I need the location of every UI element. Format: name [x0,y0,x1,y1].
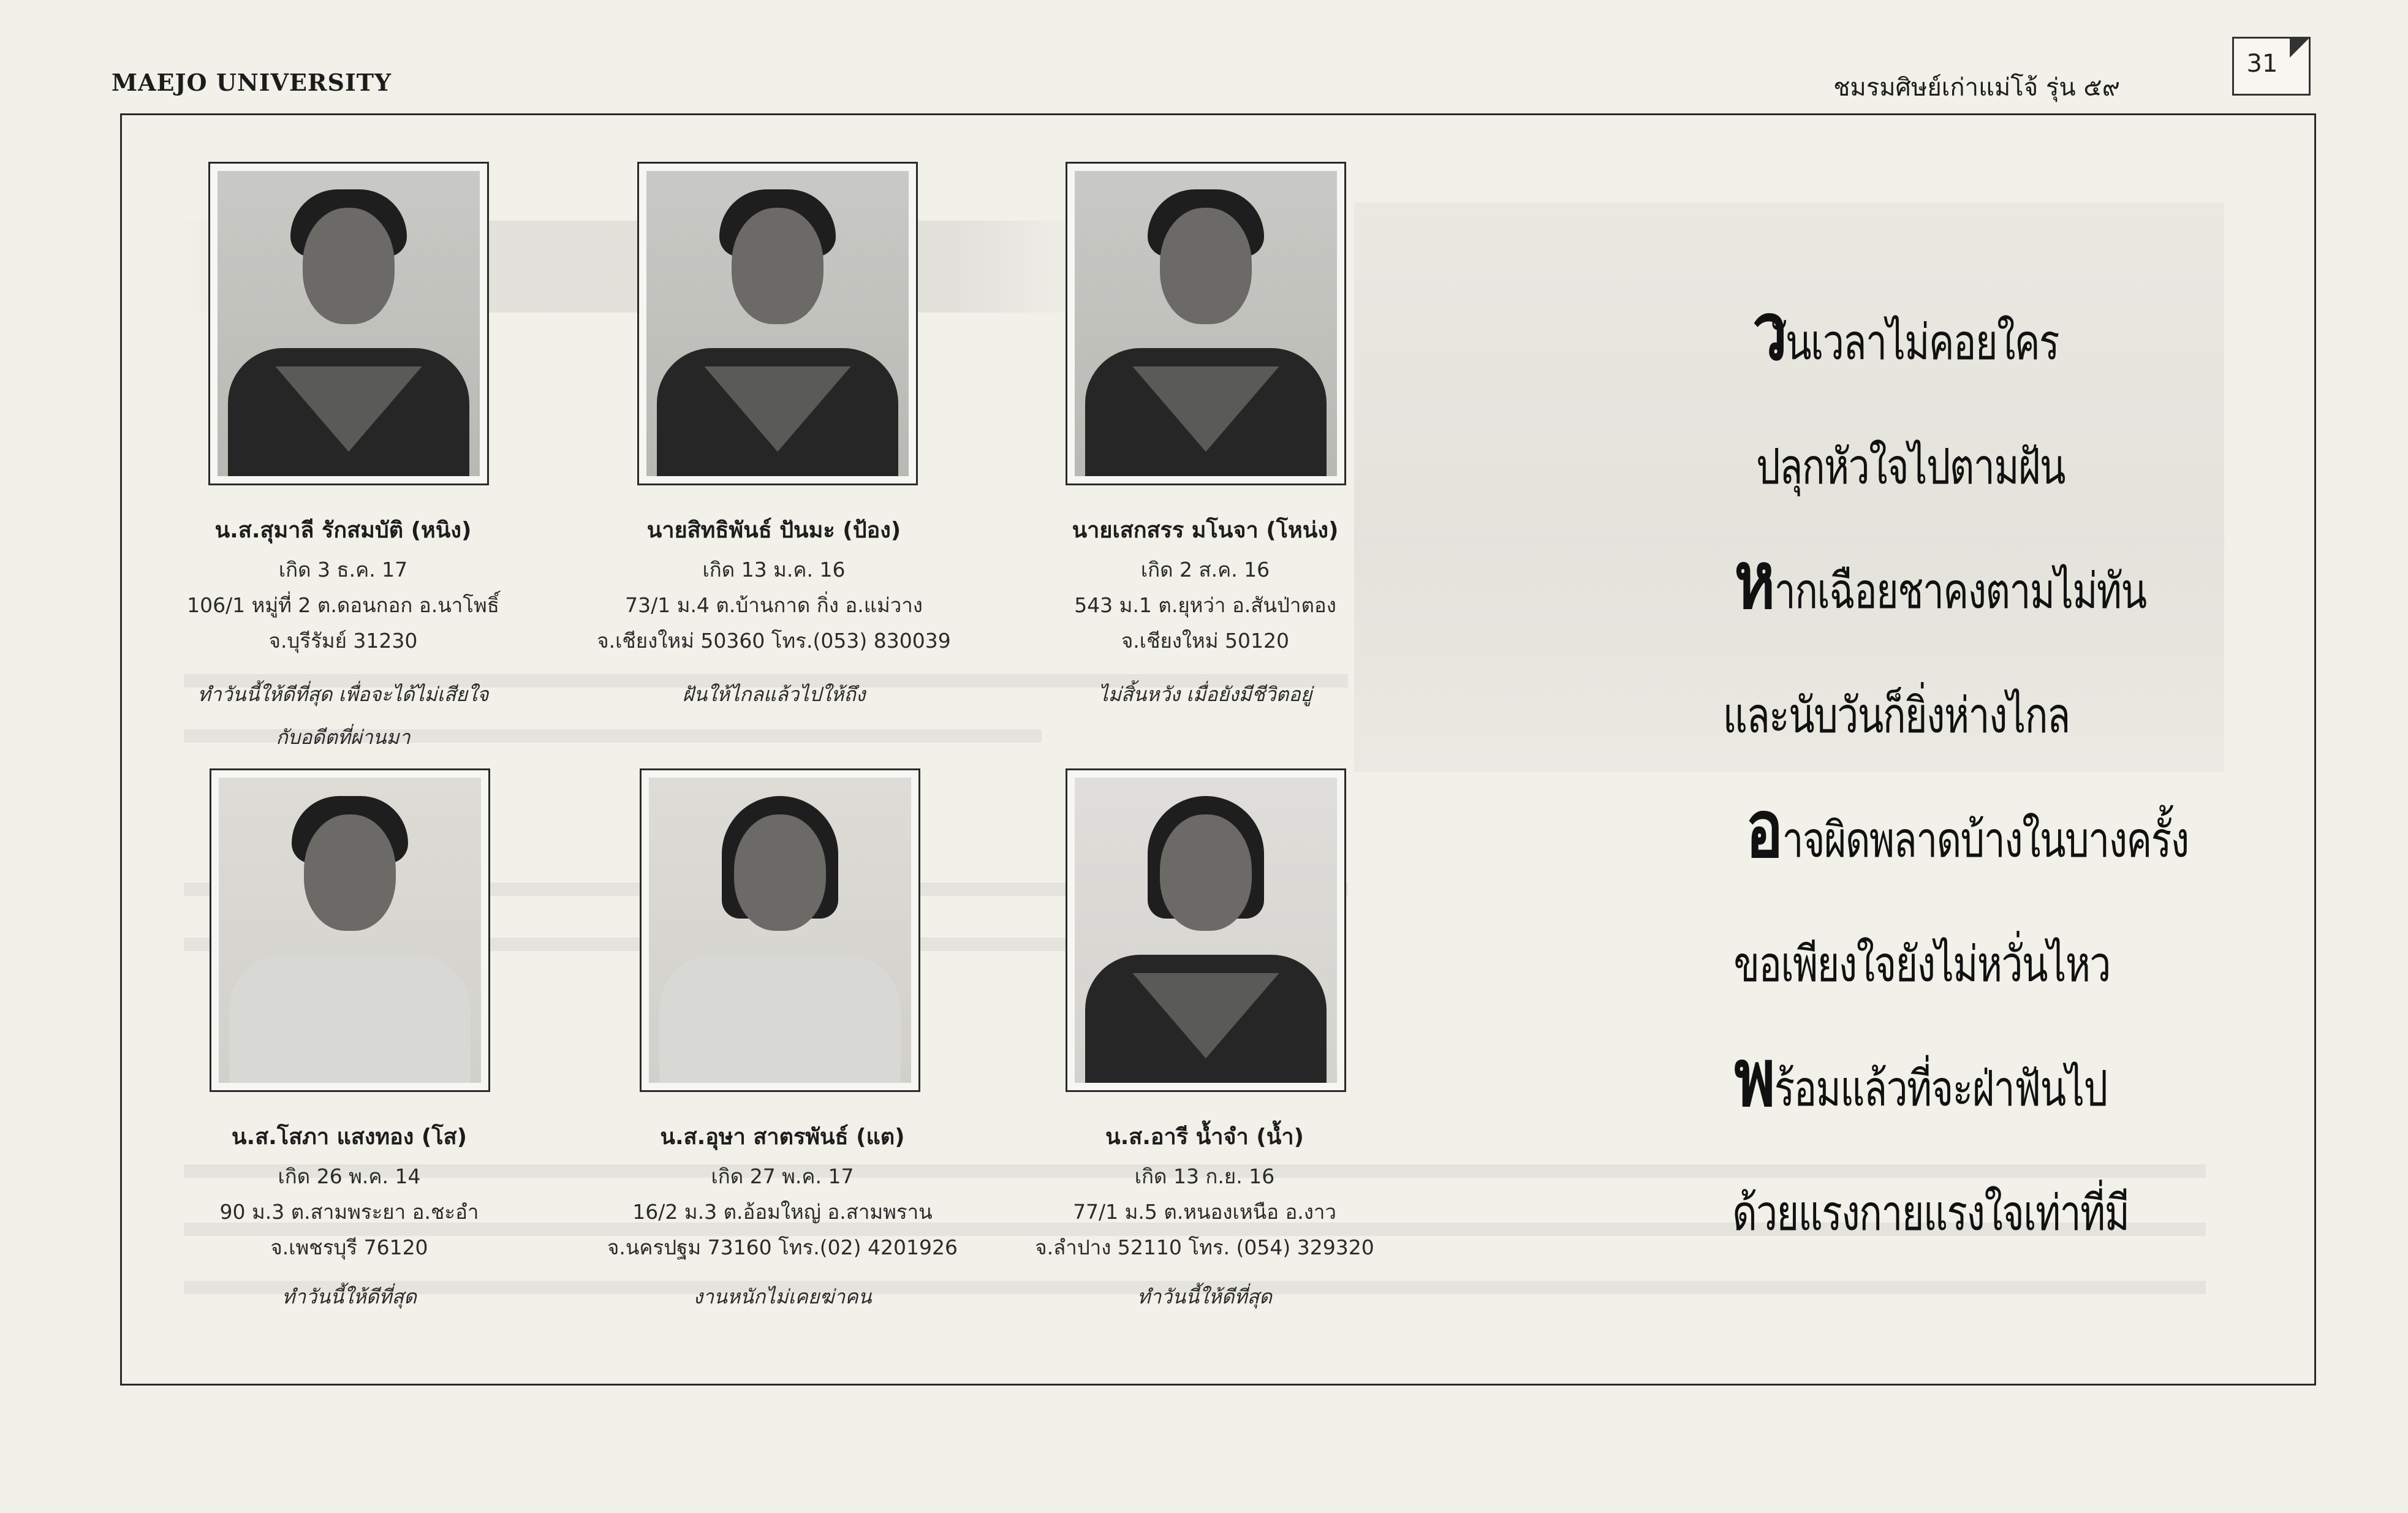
graduate-address-1: 543 ม.1 ต.ยุหว่า อ.สันป่าตอง [1074,593,1336,617]
portrait-photo [637,162,918,485]
graduate-address-2: จ.ลำปาง 52110 โทร. (054) 329320 [1035,1235,1374,1259]
graduate-motto-2: กับอดีตที่ผ่านมา [276,726,411,749]
poem-line: ด้วยแรงกายแรงใจเท่าที่มี [1732,1185,2129,1242]
graduate-name: นายสิทธิพันธ์ ปันมะ (ป้อง) [646,518,901,543]
poem-line: และนับวันก็ยิ่งห่างไกล [1722,687,2070,744]
poem-line: อาจผิดพลาดบ้างในบางครั้ง [1746,783,2189,876]
poem-line: วันเวลาไม่คอยใคร [1752,285,2059,378]
graduate-address-2: จ.เพชรบุรี 76120 [270,1235,428,1259]
portrait-photo [208,162,489,485]
portrait-photo [1066,768,1346,1092]
graduate-motto-1: งานหนักไม่เคยฆ่าคน [693,1285,872,1308]
graduate-motto-1: ทำวันนี้ให้ดีที่สุด [282,1285,417,1308]
poem-line: ปลุกหัวใจไปตามฝัน [1756,438,2065,495]
graduate-birth: เกิด 2 ส.ค. 16 [1140,558,1270,582]
graduate-motto-1: ไม่สิ้นหวัง เมื่อยังมีชีวิตอยู่ [1098,683,1312,706]
graduate-address-2: จ.เชียงใหม่ 50360 โทร.(053) 830039 [597,629,951,653]
graduate-birth: เกิด 3 ธ.ค. 17 [278,558,408,582]
portrait-photo [1066,162,1346,485]
portrait-photo [210,768,490,1092]
graduate-motto-1: ทำวันนี้ให้ดีที่สุด เพื่อจะได้ไม่เสียใจ [197,683,489,706]
page-header-left: MAEJO UNIVERSITY [112,69,392,96]
graduate-address-2: จ.บุรีรัมย์ 31230 [268,629,418,653]
graduate-address-2: จ.นครปฐม 73160 โทร.(02) 4201926 [607,1235,958,1259]
graduate-address-1: 73/1 ม.4 ต.บ้านกาด กิ่ง อ.แม่วาง [625,593,923,617]
graduate-name: น.ส.โสภา แสงทอง (โส) [231,1124,468,1150]
graduate-address-2: จ.เชียงใหม่ 50120 [1121,629,1290,653]
graduate-name: นายเสกสรร มโนจา (โหน่ง) [1072,518,1339,543]
folded-corner-icon [2290,37,2311,58]
poem-line: พร้อมแล้วที่จะฝ่าฟันไป [1734,1031,2107,1124]
graduate-name: น.ส.อารี น้ำจำ (น้ำ) [1105,1124,1304,1150]
poem-block [1630,270,2243,1265]
graduate-motto-1: ฝันให้ไกลแล้วไปให้ถึง [682,683,866,706]
graduate-name: น.ส.อุษา สาตรพันธ์ (แต) [660,1124,905,1150]
graduate-motto-1: ทำวันนี้ให้ดีที่สุด [1137,1285,1272,1308]
poem-line: ขอเพียงใจยังไม่หวั่นไหว [1733,936,2110,993]
graduate-birth: เกิด 27 พ.ค. 17 [711,1164,854,1188]
graduate-address-1: 16/2 ม.3 ต.อ้อมใหญ่ อ.สามพราน [632,1200,933,1224]
graduate-birth: เกิด 13 ม.ค. 16 [702,558,846,582]
graduate-address-1: 77/1 ม.5 ต.หนองเหนือ อ.งาว [1073,1200,1336,1224]
graduate-address-1: 106/1 หมู่ที่ 2 ต.ดอนกอก อ.นาโพธิ์ [187,593,499,617]
page-header-right: ชมรมศิษย์เก่าแม่โจ้ รุ่น ๕๙ [1833,74,2120,102]
graduate-name: น.ส.สุมาลี รักสมบัติ (หนิง) [214,518,472,543]
portrait-photo [640,768,920,1092]
poem-line: หากเฉือยชาคงตามไม่ทัน [1734,534,2146,627]
page-number: 31 [2246,50,2278,78]
graduate-address-1: 90 ม.3 ต.สามพระยา อ.ชะอำ [219,1200,479,1224]
page-number-box [2232,37,2311,96]
graduate-birth: เกิด 13 ก.ย. 16 [1134,1164,1275,1188]
graduate-birth: เกิด 26 พ.ค. 14 [278,1164,421,1188]
